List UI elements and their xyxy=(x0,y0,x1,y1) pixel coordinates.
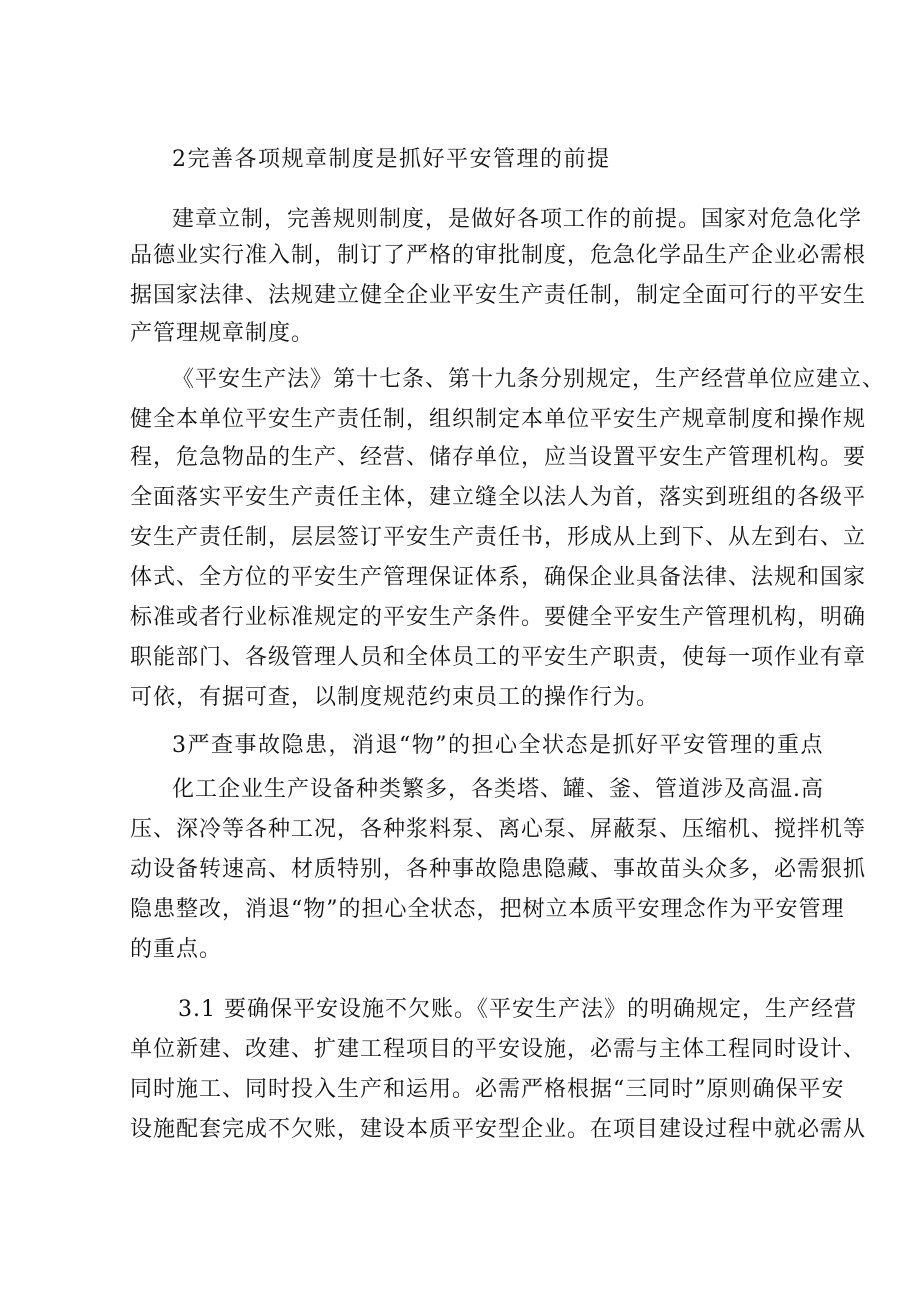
paragraph-line: 《平安生产法》第十七条、第十九条分别规定，生产经营单位应建立、 xyxy=(172,367,886,392)
paragraph-line: 据国家法律、法规建立健全企业平安生产责任制，制定全面可行的平安生 xyxy=(130,283,867,308)
paragraph-line: 标准或者行业标准规定的平安生产条件。要健全平安生产管理机构，明确 xyxy=(130,605,867,630)
paragraph-line: 产管理规章制度。 xyxy=(130,321,315,346)
paragraph-line: 隐患整改，消退“物”的担心全状态，把树立本质平安理念作为平安管理 xyxy=(130,897,845,922)
paragraph-line: 职能部门、各级管理人员和全体员工的平安生产职责，使每一项作业有章 xyxy=(130,645,867,670)
paragraph-line: 单位新建、改建、扩建工程项目的平安设施，必需与主体工程同时设计、 xyxy=(130,1037,867,1062)
paragraph-line: 设施配套完成不欠账，建设本质平安型企业。在项目建设过程中就必需从 xyxy=(130,1117,867,1142)
paragraph-line: 健全本单位平安生产责任制，组织制定本单位平安生产规章制度和操作规 xyxy=(130,407,867,432)
paragraph-line: 化工企业生产设备种类繁多，各类塔、罐、釜、管道涉及高温.高 xyxy=(172,777,824,802)
paragraph-line: 安生产责任制，层层签订平安生产责任书，形成从上到下、从左到右、立 xyxy=(130,525,867,550)
paragraph-line: 全面落实平安生产责任主体，建立缝全以法人为首，落实到班组的各级平 xyxy=(130,485,867,510)
section-heading-3: 3严查事故隐患，消退“物”的担心全状态是抓好平安管理的重点 xyxy=(172,733,824,758)
paragraph-line: 的重点。 xyxy=(130,937,223,962)
paragraph-line: 可依，有据可查，以制度规范约束员工的操作行为。 xyxy=(130,685,660,710)
paragraph-line: 3.1 要确保平安设施不欠账。《平安生产法》的明确规定，生产经营 xyxy=(178,997,857,1022)
paragraph-line: 体式、全方位的平安生产管理保证体系，确保企业具备法律、法规和国家 xyxy=(130,565,867,590)
paragraph-line: 动设备转速高、材质特别，各种事故隐患隐藏、事故苗头众多，必需狠抓 xyxy=(130,857,867,882)
paragraph-line: 压、深冷等各种工况，各种浆料泵、离心泵、屏蔽泵、压缩机、搅拌机等 xyxy=(130,817,867,842)
section-heading-2: 2完善各项规章制度是抓好平安管理的前提 xyxy=(172,147,611,172)
paragraph-line: 同时施工、同时投入生产和运用。必需严格根据“三同时”原则确保平安 xyxy=(130,1077,845,1102)
paragraph-line: 建章立制，完善规则制度，是做好各项工作的前提。国家对危急化学 xyxy=(172,207,863,232)
paragraph-line: 程，危急物品的生产、经营、储存单位，应当设置平安生产管理机构。要 xyxy=(130,445,867,470)
paragraph-line: 品德业实行准入制，制订了严格的审批制度，危急化学品生产企业必需根 xyxy=(130,243,867,268)
